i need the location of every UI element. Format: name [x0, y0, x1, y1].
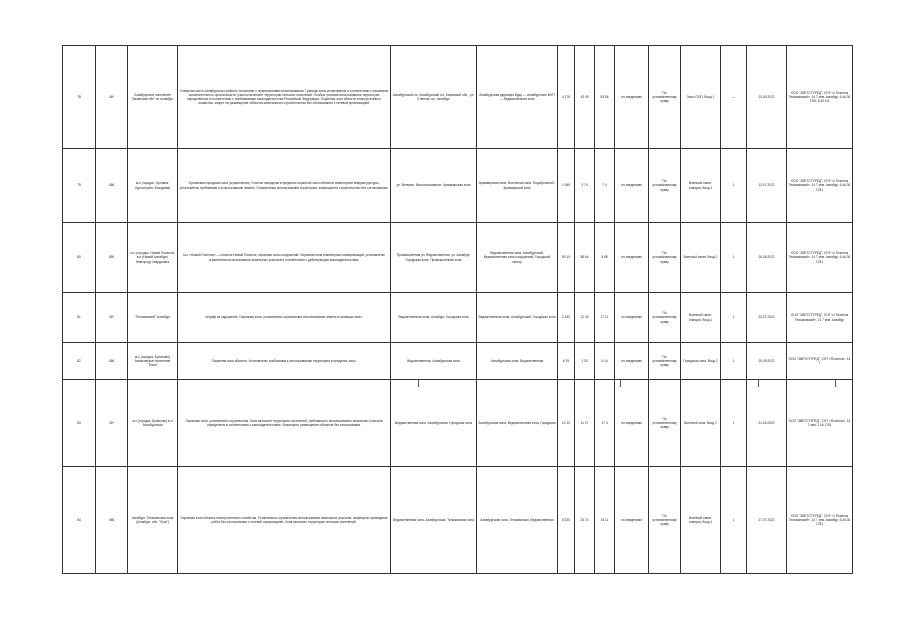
cell-id: 45*	[96, 380, 128, 467]
cell-status: по сведениям	[615, 467, 649, 574]
cell-status: по сведениям	[615, 149, 649, 223]
cell-id: 456	[96, 467, 128, 574]
cell-num: 81	[63, 293, 96, 343]
cell-len2: 7 4	[595, 149, 615, 223]
cell-status: по сведениям	[615, 223, 649, 293]
table-tick-mark	[418, 379, 419, 387]
cell-num: 84	[63, 467, 96, 574]
cell-name: м-с (городск. Новый Поселок) в-п (Новый Азнабург/Новгород) Свердловск	[128, 223, 178, 293]
cell-reg: Военный санит. Вход 2	[681, 223, 721, 293]
cell-id: 456	[96, 343, 128, 380]
cell-count: 1	[721, 293, 747, 343]
cell-status: по сведениям	[615, 293, 649, 343]
cell-area: 4 178	[558, 46, 575, 149]
cell-id: 559	[96, 223, 128, 293]
cell-num: 80	[63, 223, 96, 293]
table-tick-mark	[758, 379, 759, 387]
cell-territory: Промышленная ул. Ведомственная, ул. Азнабург, Городская зона, Промышленная зона	[391, 223, 477, 293]
table-row	[63, 46, 853, 149]
cell-reg: Военный санит. станция, Вход 1	[681, 149, 721, 223]
cell-reg: Зоны ООП, Вход 1	[681, 46, 721, 149]
cell-owner: ООО "ЗВЕТСТУРЕД", СНТ «1 Поселок Тельманский», 14 7 зем. Азнабур, 6.44.30 1781	[787, 467, 853, 574]
cell-num: 79	[63, 149, 96, 223]
cell-territory: Ведомственная зона, Азнабургская, Тельманская зона	[391, 467, 477, 574]
cell-territory: Ведомственная, Азнабургская зона	[391, 343, 477, 380]
cell-date: 25.09.2022	[747, 343, 787, 380]
table-row	[63, 343, 853, 380]
cell-territory: ул. Ветеран. Восточнокирпичн. Армавирская зона	[391, 149, 477, 223]
cell-owner: ООО "ЗВЕТСТУРЕД", СНТ «1 Поселок Тельманский», 14 7 зем. Азнабур, 6.44.30 1781	[787, 223, 853, 293]
cell-description: Охранная зона объекта. Установлены требования к использованию территории в пределах зоны.	[178, 343, 391, 380]
cell-area: 8 220	[558, 467, 575, 574]
cell-count: 1	[721, 343, 747, 380]
cell-description: Охранная зона объекта электросетевого хозяйства. Установлены ограничения использования земельных участков, запрещено проведение работ без согласования с сетевой организацией. Зона включает территории сельских поселений.	[178, 467, 391, 574]
cell-len1: 25 74	[575, 467, 595, 574]
cell-date: 23.09.2022	[747, 46, 787, 149]
cell-act: Ведомственная зона, Азнабургский, Ведомственная зона сооружений, Городской сектор	[477, 223, 558, 293]
cell-name: м-с (городск. Буланово) Ахматовское поселение "Тонга"	[128, 343, 178, 380]
cell-type: По установленному праву	[649, 149, 681, 223]
registry-table	[62, 45, 853, 574]
cell-reg: Городская зона, Вход 2	[681, 343, 721, 380]
cell-num: 82	[63, 343, 96, 380]
cell-area: 1 069	[558, 149, 575, 223]
table-row	[63, 293, 853, 343]
cell-len1: 3 74	[575, 149, 595, 223]
cell-count: 1	[721, 380, 747, 467]
cell-num: 83	[63, 380, 96, 467]
cell-act: Ведомственная зона, Азнабургский, Городская зона	[477, 293, 558, 343]
cell-reg: Военный зона, Вход 1	[681, 380, 721, 467]
cell-name: "Тельманский" Азнабург	[128, 293, 178, 343]
cell-id: 45*	[96, 293, 128, 343]
cell-description: Орловская городская зона (ограничения). Участок находится в пределах охранной зоны объектов инженерной инфраструктуры, установлены требования к использованию земель. Ограничения использования территории: запрещается строительство без согласования.	[178, 149, 391, 223]
cell-description: Северная часть Азнабургского района, поселение с ограничениями использования. Границы зоны установлены в соответствии с решением исполнительного органа власти, участок включает территории сельских поселений. Особые условия использования территории определяются в соответствии с требованиями законодательства Российской Федерации. Охранная зона объекта электросетевого хозяйства, запрет на размещение объектов капитального строительства без согласования с сетевой организацией.	[178, 46, 391, 149]
cell-count: 1	[721, 149, 747, 223]
cell-date: 17.07.2022	[747, 467, 787, 574]
cell-id: 456	[96, 149, 128, 223]
cell-len2: 0 14	[595, 343, 615, 380]
cell-type: По установленному праву	[649, 380, 681, 467]
cell-owner: ООО "ЗВЕТСТУРЕД", СНТ «Поселок», 14 7 зем. 2 16 1781	[787, 380, 853, 467]
cell-status: по сведениям	[615, 343, 649, 380]
cell-area: 2 450	[558, 293, 575, 343]
cell-len1: 43 49	[575, 46, 595, 149]
cell-owner: ООО "ЗВЕТСТУРЕД", СНТ «1 Поселок Тельманский», 14 7 зем. Азнабур, 6.44.30 1781	[787, 149, 853, 223]
cell-len1: 58 64	[575, 223, 595, 293]
cell-date: 23.07.2022	[747, 293, 787, 343]
cell-area: 6 29	[558, 343, 575, 380]
cell-type: По установленному праву	[649, 293, 681, 343]
cell-description: Охранная зона, установлены ограничения. Зона включает территории поселений, требования к использованию земельных участков определены в соответствии с законодательством. Запрещено размещение объектов без согласования.	[178, 380, 391, 467]
table-tick-mark	[835, 379, 836, 387]
cell-date: 21.04.2022	[747, 380, 787, 467]
table-row	[63, 467, 853, 574]
cell-len2: 10 11	[595, 467, 615, 574]
cell-count: —	[721, 46, 747, 149]
cell-name: Азнабургское поселение "Казанский обл" из Азнабург	[128, 46, 178, 149]
cell-act: Азнабургская зона, Тельманская, Ведомственная	[477, 467, 558, 574]
cell-len2: 83 56	[595, 46, 615, 149]
cell-name: м-с (городск. Буланово) в-п Азнабургская	[128, 380, 178, 467]
cell-type: По установленному праву	[649, 223, 681, 293]
cell-name: м-с (городск. Орловск. Одностройн. Фасадная)	[128, 149, 178, 223]
cell-territory: Ведомственная зона, Азнабургская, Городская зона	[391, 380, 477, 467]
cell-type: По установленному праву	[649, 46, 681, 149]
cell-len1: 1 20	[575, 343, 595, 380]
cell-reg: Военный санит. станция, Вход 1	[681, 467, 721, 574]
cell-area: 50 10	[558, 223, 575, 293]
table-row	[63, 149, 853, 223]
cell-act: Азнабургская зона, Ведомственная зона, Городская	[477, 380, 558, 467]
cell-act: Азнабургская дирекция Вуди — Азнабургское МУП — Ведомственная зона	[477, 46, 558, 149]
cell-reg: Военный санит. станция, Вход 1	[681, 293, 721, 343]
cell-area: 12 10	[558, 380, 575, 467]
cell-len2: 8 88	[595, 223, 615, 293]
cell-date: 13.07.2022	[747, 149, 787, 223]
cell-territory: Ведомственная зона, Азнабург, Городская зона	[391, 293, 477, 343]
cell-type: По установленному праву	[649, 343, 681, 380]
cell-id: 48*	[96, 46, 128, 149]
cell-description: м-с «Новый Поселок» — поселок Новый Поселок, охранная зона сооружений. Охранная зона инженерных коммуникаций, установлены ограничения использования земельных участков в соответствии с действующим законодательством.	[178, 223, 391, 293]
cell-len1: 11 27	[575, 380, 595, 467]
cell-len2: 17 4	[595, 380, 615, 467]
cell-count: 1	[721, 223, 747, 293]
table-tick-mark	[620, 379, 621, 387]
cell-name: Азнабург. Тельманская зона (Азнабург. обл. "Луга")	[128, 467, 178, 574]
cell-count: 1	[721, 467, 747, 574]
cell-act: Армавирская зона, Восточная зона, Подобромной / Армавирской зоне	[477, 149, 558, 223]
cell-territory: Азнабургский с/с, Азнабургский с/с, Казанский обл., ул. Степная, пр. Азнабург	[391, 46, 477, 149]
cell-date: 26.08.2022	[747, 223, 787, 293]
table-row	[63, 380, 853, 467]
cell-len1: 12 30	[575, 293, 595, 343]
cell-owner: ООО "ЗВЕТСТУРЕД", СНТ «1 Поселок Тельманский», 14 7 зем. Азнабур, 6.44.30 1781 5.43 и 5	[787, 46, 853, 149]
cell-num: 78	[63, 46, 96, 149]
cell-type: По установленному праву	[649, 467, 681, 574]
cell-status: по сведениям	[615, 380, 649, 467]
cell-owner: ООО "ЗВЕТСТУРЕД", СНТ «Поселок», 14 7	[787, 343, 853, 380]
cell-description: Штраф за нарушение. Охранная зона, установлены ограничения использования земель в границах зоны.	[178, 293, 391, 343]
cell-owner: ООО "ЗВЕТСТУРЕД", СНТ «1 Поселок Тельманский», 14 7 зем. Азнабур	[787, 293, 853, 343]
cell-act: Азнабургская зона, Ведомственная	[477, 343, 558, 380]
table-row	[63, 223, 853, 293]
cell-len2: 17 11	[595, 293, 615, 343]
cell-status: по сведениям	[615, 46, 649, 149]
